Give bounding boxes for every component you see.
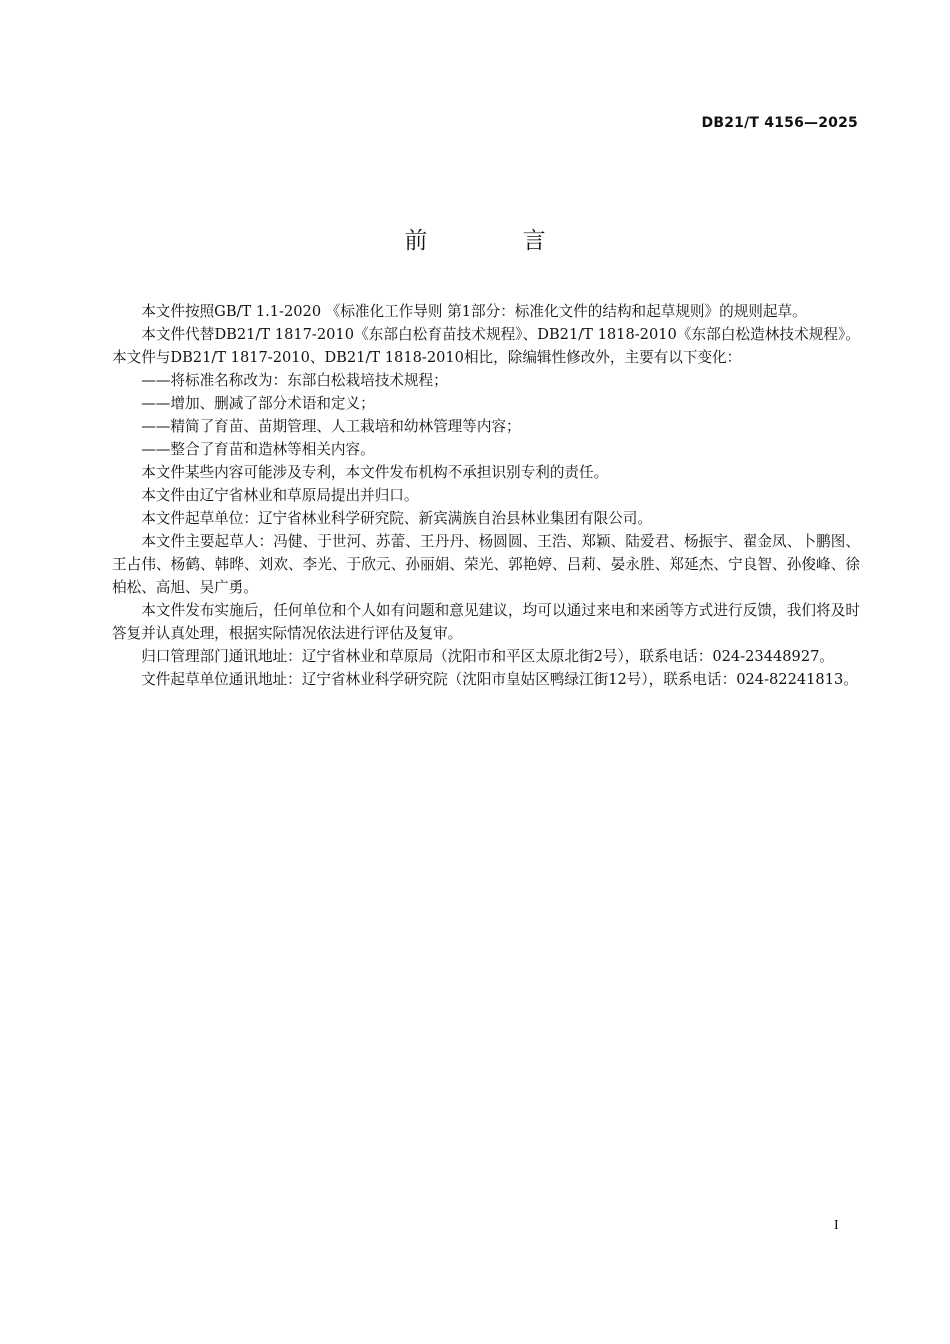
document-code: DB21/T 4156—2025 [701,115,858,131]
paragraph-proposer: 本文件由辽宁省林业和草原局提出并归口。 [141,487,419,504]
paragraph-drafting-units: 本文件起草单位：辽宁省林业科学研究院、新宾满族自治县林业集团有限公司。 [141,510,652,527]
page-title: 前 言 [404,228,590,254]
paragraph-drafting-rules: 本文件按照GB/T 1.1-2020 《标准化工作导则 第1部分：标准化文件的结构和起草规则》的规则起草。 [141,303,807,320]
change-item: ——精简了育苗、苗期管理、人工栽培和幼林管理等内容； [141,418,521,435]
page-number: I [834,1218,839,1233]
paragraph-drafter-address: 文件起草单位通讯地址：辽宁省林业科学研究院（沈阳市皇姑区鸭绿江街12号），联系电话：024-82241813。 [141,671,858,688]
paragraph-authority-address: 归口管理部门通讯地址：辽宁省林业和草原局（沈阳市和平区太原北街2号），联系电话：024-23448927。 [141,648,834,665]
change-item: ——整合了育苗和造林等相关内容。 [141,441,375,458]
paragraph-feedback: 本文件发布实施后，任何单位和个人如有问题和意见建议，均可以通过来电和来函等方式进行反馈，我们将及时答复并认真处理，根据实际情况依法进行评估及复审。 [112,602,860,642]
change-item: ——增加、删减了部分术语和定义； [141,395,375,412]
foreword-body [112,300,860,691]
change-item: ——将标准名称改为：东部白松栽培技术规程； [141,372,448,389]
paragraph-replacement: 本文件代替DB21/T 1817-2010《东部白松育苗技术规程》、DB21/T 1818-2010《东部白松造林技术规程》。本文件与DB21/T 1817-2010、DB21/T 1818-2010相比，除编辑性修改外，主要有以下变化： [112,326,860,366]
paragraph-patent: 本文件某些内容可能涉及专利，本文件发布机构不承担识别专利的责任。 [141,464,609,481]
paragraph-drafters: 本文件主要起草人：冯健、于世河、苏蕾、王丹丹、杨圆圆、王浩、郑颖、陆爱君、杨振宇、翟金凤、卜鹏图、王占伟、杨鹤、韩晔、刘欢、李光、于欣元、孙丽娟、荣光、郭艳婷、吕莉、晏永胜、郑延杰、宁良智、孙俊峰、徐柏松、高旭、吴广勇。 [112,533,860,596]
